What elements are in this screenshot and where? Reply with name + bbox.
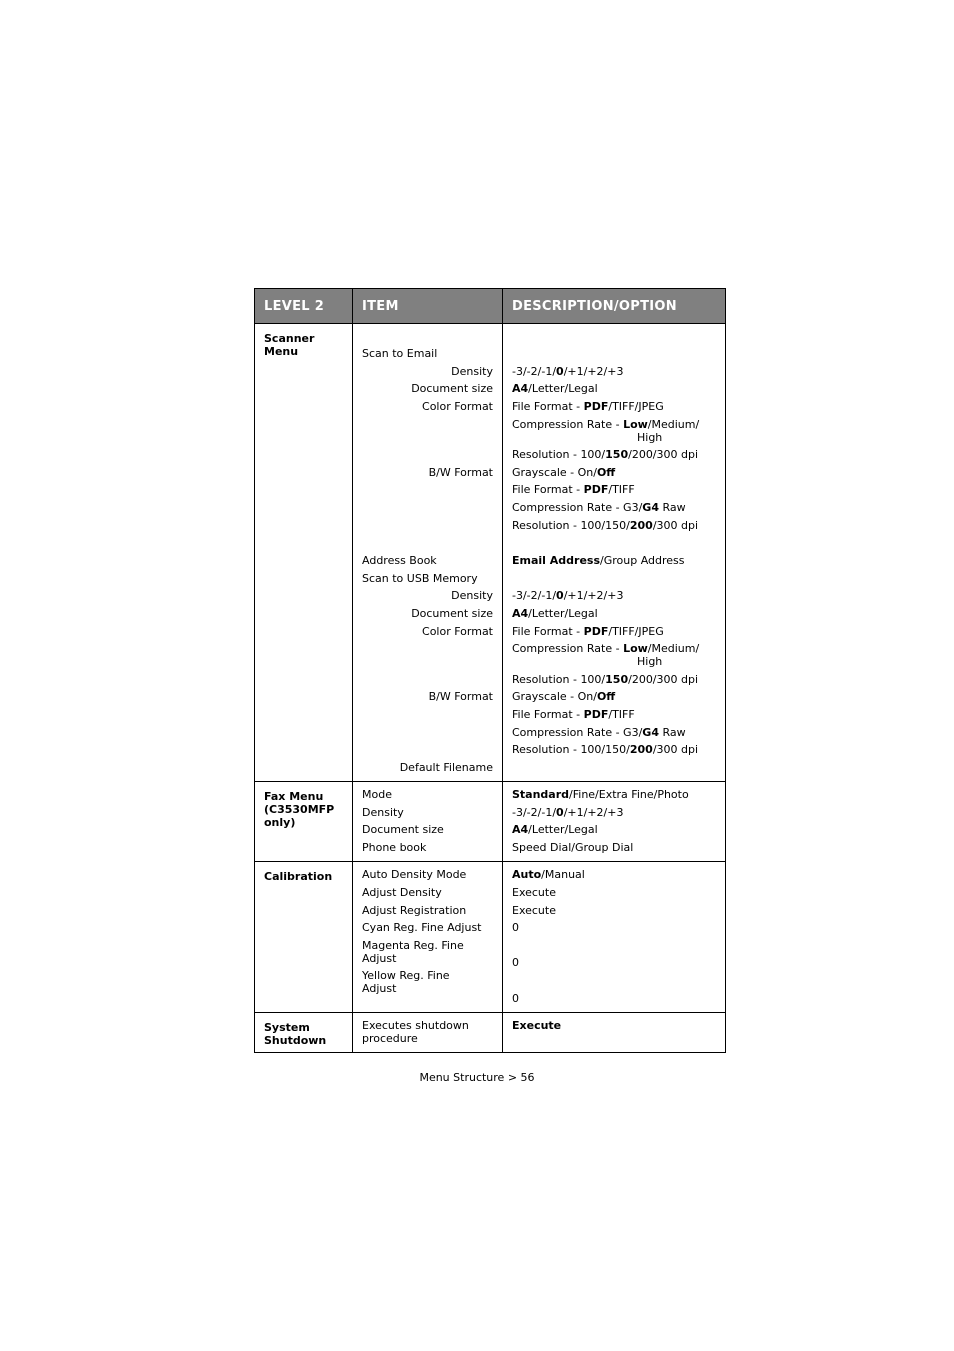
- items-system-shutdown: [353, 1013, 503, 1053]
- item-adjust-registration: Adjust Registration: [362, 904, 467, 917]
- desc-adjust-registration: Execute: [512, 904, 556, 917]
- desc-email-color-resolution: Resolution - 100/150/200/300 dpi: [512, 448, 699, 461]
- desc-usb-color-resolution: Resolution - 100/150/200/300 dpi: [512, 673, 699, 686]
- item-usb-color-format: Color Format: [422, 625, 493, 638]
- table-row-fax: [255, 782, 726, 862]
- level-system-shutdown: System Shutdown: [255, 1013, 353, 1053]
- desc-usb-density: -3/-2/-1/0/+1/+2/+3: [512, 589, 624, 602]
- item-cyan-reg-fine-adjust: Cyan Reg. Fine Adjust: [362, 921, 482, 934]
- desc-shutdown-execute: Execute: [512, 1019, 562, 1032]
- level-scanner-menu: Scanner Menu: [255, 324, 353, 782]
- desc-email-bw-fileformat: File Format - PDF/TIFF: [512, 483, 635, 496]
- item-yellow-reg-fine: Yellow Reg. Fine: [362, 969, 450, 982]
- item-procedure: procedure: [362, 1032, 418, 1045]
- desc-usb-color-compression: Compression Rate - Low/Medium/: [512, 642, 700, 655]
- desc-email-docsize: A4/Letter/Legal: [512, 382, 598, 395]
- item-magenta-adjust: Adjust: [362, 952, 397, 965]
- header-description: DESCRIPTION/OPTION: [503, 289, 726, 324]
- item-executes-shutdown: Executes shutdown: [362, 1019, 469, 1032]
- item-fax-document-size: Document size: [362, 823, 444, 836]
- item-usb-bw-format: B/W Format: [428, 690, 493, 703]
- desc-address-book: Email Address/Group Address: [512, 554, 685, 567]
- level-fax-menu: Fax Menu (C3530MFP only): [255, 782, 353, 862]
- item-adjust-density: Adjust Density: [362, 886, 442, 899]
- desc-usb-color-compression-high: High: [637, 655, 663, 668]
- header-item: ITEM: [353, 289, 503, 324]
- desc-auto-density-mode: Auto/Manual: [512, 868, 585, 881]
- item-auto-density-mode: Auto Density Mode: [362, 868, 467, 881]
- item-email-document-size: Document size: [411, 382, 493, 395]
- item-usb-density: Density: [451, 589, 493, 602]
- desc-fax-phone-book: Speed Dial/Group Dial: [512, 841, 634, 854]
- desc-fax-density: -3/-2/-1/0/+1/+2/+3: [512, 806, 624, 819]
- items-scanner-menu: [353, 324, 503, 782]
- items-calibration: [353, 862, 503, 1013]
- desc-email-color-compression-high: High: [637, 431, 663, 444]
- desc-email-bw-compression: Compression Rate - G3/G4 Raw: [512, 501, 686, 514]
- desc-email-density: -3/-2/-1/0/+1/+2/+3: [512, 365, 624, 378]
- desc-email-bw-resolution: Resolution - 100/150/200/300 dpi: [512, 519, 699, 532]
- desc-email-color-compression: Compression Rate - Low/Medium/: [512, 418, 700, 431]
- item-magenta-reg-fine: Magenta Reg. Fine: [362, 939, 464, 952]
- header-level2: LEVEL 2: [255, 289, 353, 324]
- table-header-row: [255, 289, 726, 324]
- desc-usb-bw-resolution: Resolution - 100/150/200/300 dpi: [512, 743, 699, 756]
- desc-email-bw-grayscale: Grayscale - On/Off: [512, 466, 616, 479]
- item-email-color-format: Color Format: [422, 400, 493, 413]
- item-usb-document-size: Document size: [411, 607, 493, 620]
- desc-fax-docsize: A4/Letter/Legal: [512, 823, 598, 836]
- menu-structure-table: [254, 288, 726, 1053]
- item-address-book: Address Book: [362, 554, 437, 567]
- table-row-calibration: [255, 862, 726, 1013]
- item-fax-phone-book: Phone book: [362, 841, 427, 854]
- table-row-shutdown: [255, 1013, 726, 1053]
- item-email-density: Density: [451, 365, 493, 378]
- desc-calibration: [503, 862, 726, 1013]
- desc-fax-mode: Standard/Fine/Extra Fine/Photo: [512, 788, 689, 801]
- desc-fax-menu: [503, 782, 726, 862]
- item-default-filename: Default Filename: [399, 761, 493, 774]
- item-fax-density: Density: [362, 806, 404, 819]
- desc-system-shutdown: [503, 1013, 726, 1053]
- desc-magenta-reg: 0: [512, 956, 519, 969]
- desc-adjust-density: Execute: [512, 886, 556, 899]
- desc-yellow-reg: 0: [512, 992, 519, 1005]
- desc-usb-bw-grayscale: Grayscale - On/Off: [512, 690, 616, 703]
- item-scan-to-usb: Scan to USB Memory: [362, 572, 478, 585]
- desc-email-color-fileformat: File Format - PDF/TIFF/JPEG: [512, 400, 664, 413]
- item-scan-to-email: Scan to Email: [362, 347, 438, 360]
- desc-usb-color-fileformat: File Format - PDF/TIFF/JPEG: [512, 625, 664, 638]
- desc-usb-docsize: A4/Letter/Legal: [512, 607, 598, 620]
- table-row-scanner: [255, 324, 726, 782]
- desc-usb-bw-compression: Compression Rate - G3/G4 Raw: [512, 726, 686, 739]
- desc-scanner-menu: [503, 324, 726, 782]
- items-fax-menu: [353, 782, 503, 862]
- level-calibration: Calibration: [255, 862, 353, 1013]
- page-footer: Menu Structure > 56: [419, 1071, 535, 1084]
- desc-usb-bw-fileformat: File Format - PDF/TIFF: [512, 708, 635, 721]
- desc-cyan-reg: 0: [512, 921, 519, 934]
- item-fax-mode: Mode: [362, 788, 392, 801]
- item-yellow-adjust: Adjust: [362, 982, 397, 995]
- item-email-bw-format: B/W Format: [428, 466, 493, 479]
